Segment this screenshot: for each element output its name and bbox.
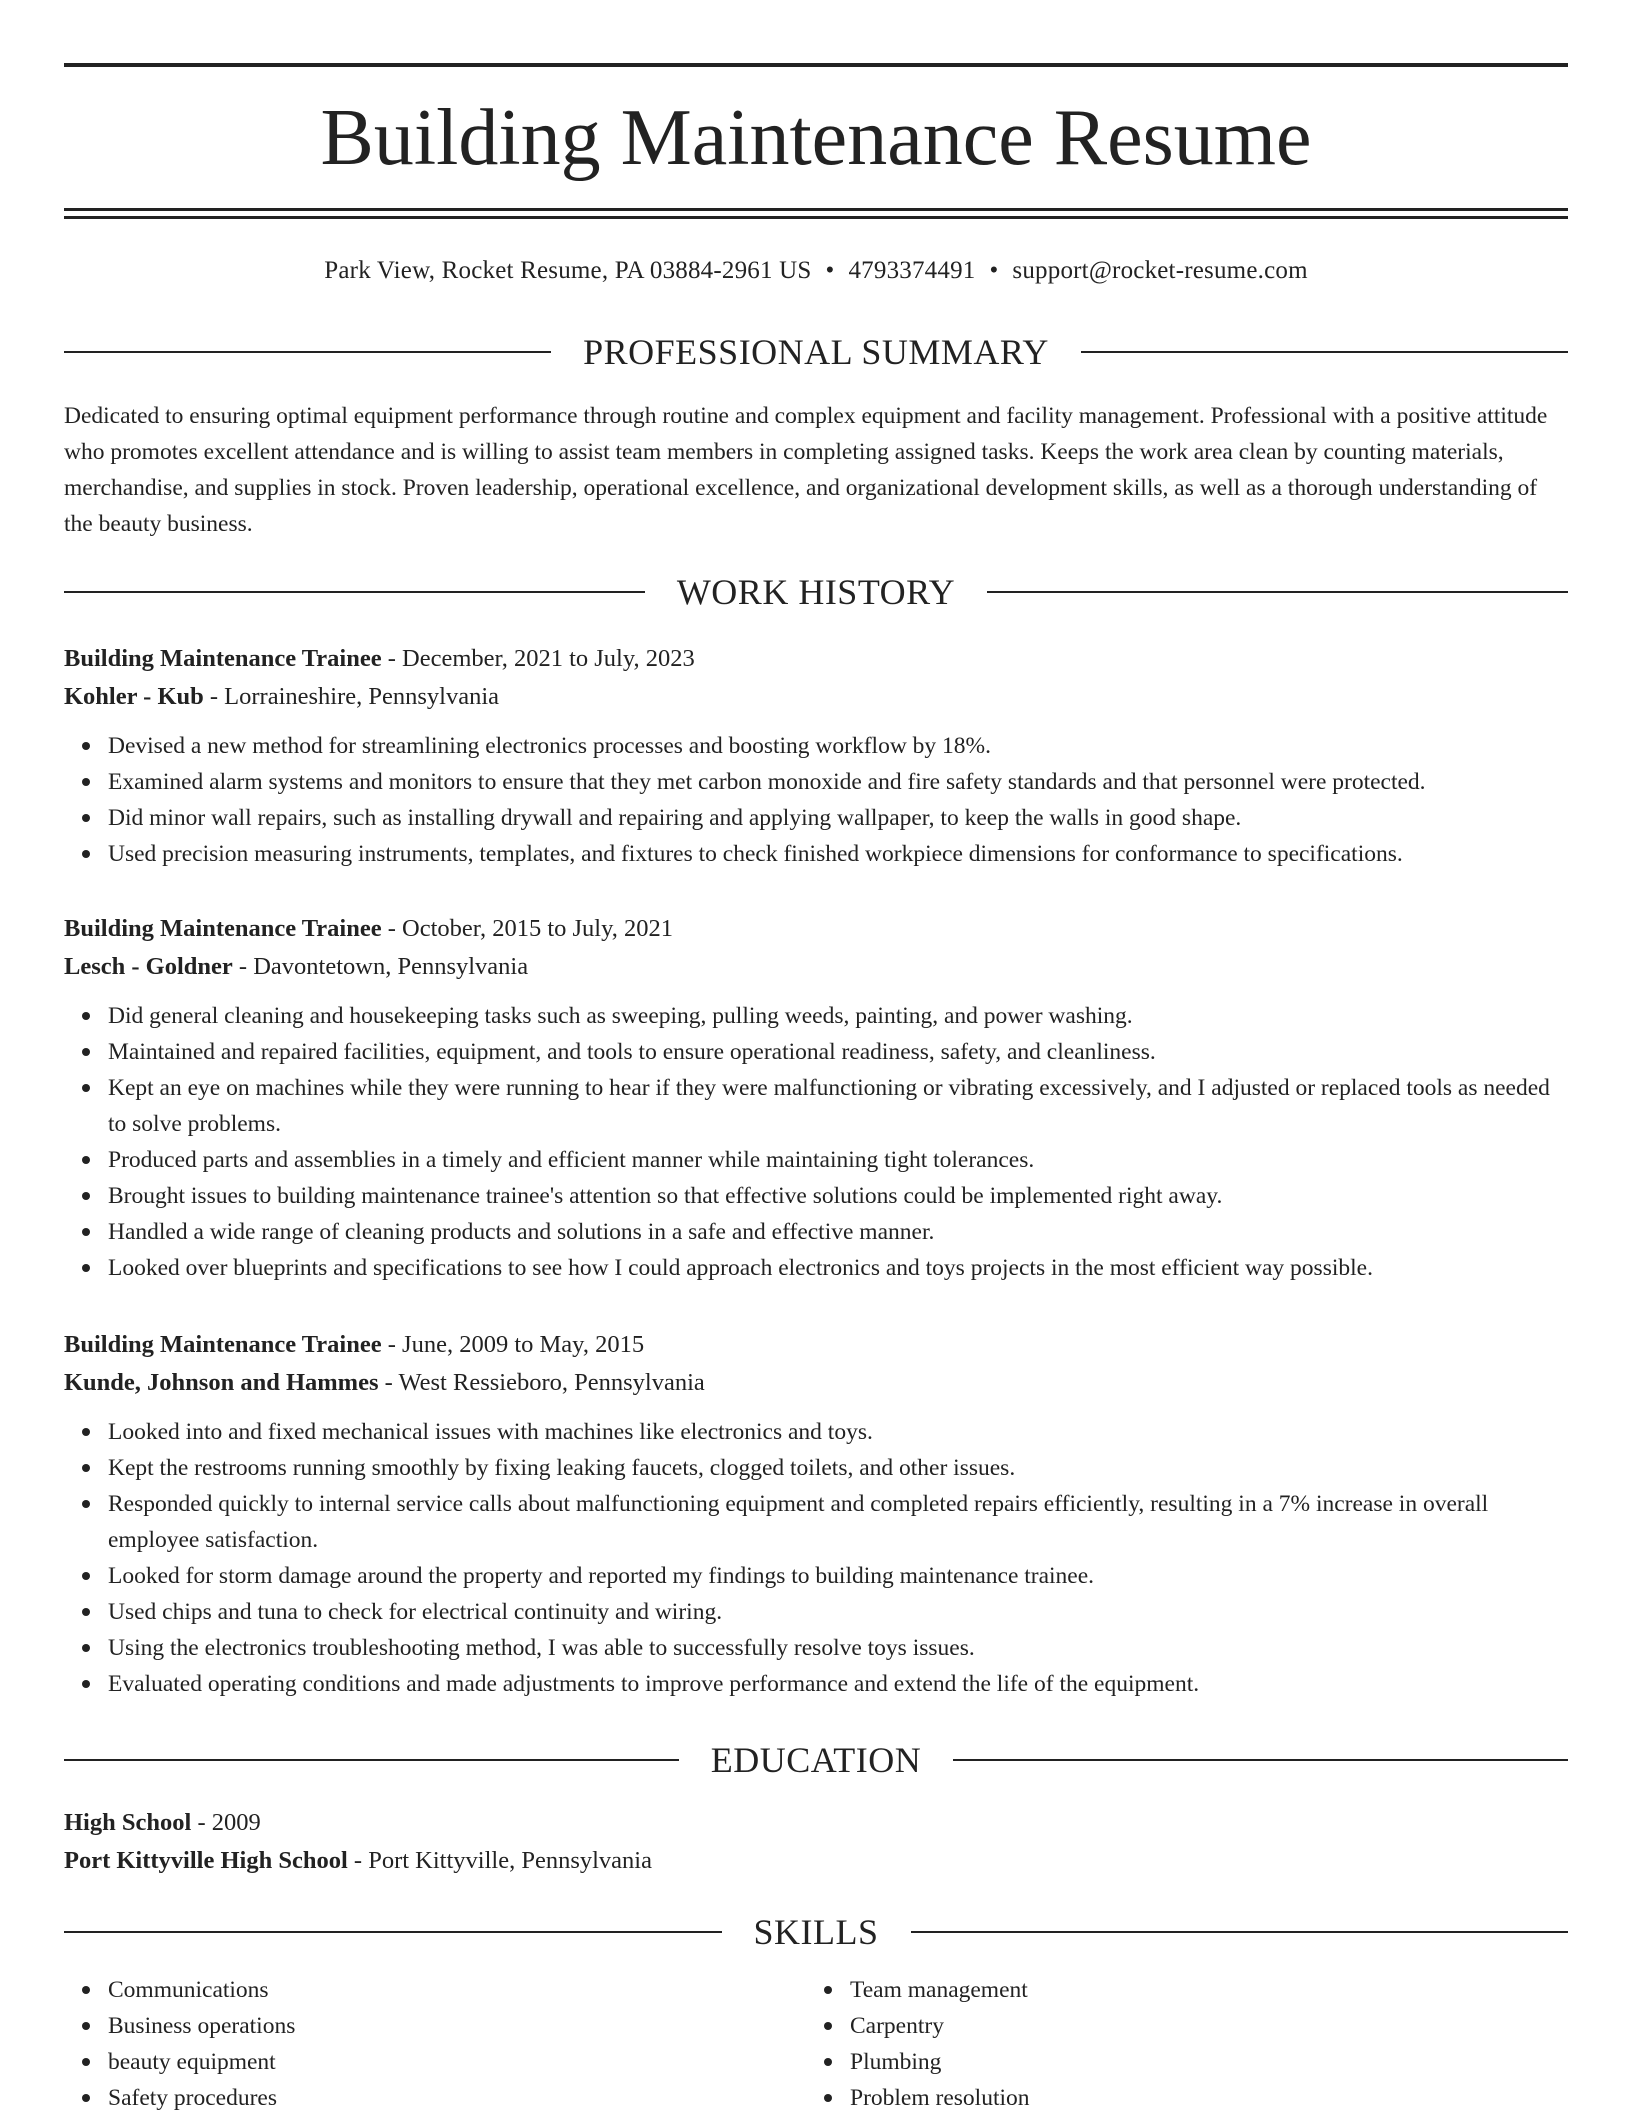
job-entry: [64, 910, 1568, 1286]
job-title: Building Maintenance Trainee: [64, 1331, 382, 1358]
skill-item: Problem resolution: [850, 2080, 1548, 2116]
job-dates: - June, 2009 to May, 2015: [381, 1331, 645, 1358]
heading-rule-left: [64, 1931, 722, 1933]
job-entry: [64, 1326, 1568, 1702]
skills-list: [64, 1972, 1568, 2116]
education-degree-line: [64, 1804, 1568, 1842]
job-bullet: Devised a new method for streamlining electronics processes and boosting workflow by 18%.: [108, 728, 1568, 764]
job-bullet: Evaluated operating conditions and made adjustments to improve performance and extend the life of the equipment.: [108, 1666, 1568, 1702]
education-heading-text: EDUCATION: [710, 1740, 922, 1780]
job-dates: - October, 2015 to July, 2021: [381, 915, 674, 942]
job-company: Kunde, Johnson and Hammes: [64, 1369, 379, 1396]
job-company: Lesch - Goldner: [64, 953, 233, 980]
job-title-line: [64, 1326, 1568, 1364]
contact-address: Park View, Rocket Resume, PA 03884-2961 US: [324, 257, 812, 284]
skills-column-left: [64, 1972, 806, 2116]
education-school: Port Kittyville High School: [64, 1847, 348, 1874]
education-heading: [64, 1738, 1568, 1782]
title-rule-lower: [64, 216, 1568, 219]
job-bullet: Using the electronics troubleshooting method, I was able to successfully resolve toys issues.: [108, 1630, 1568, 1666]
job-bullet: Handled a wide range of cleaning products and solutions in a safe and effective manner.: [108, 1214, 1568, 1250]
job-location: - Davontetown, Pennsylvania: [232, 953, 529, 980]
heading-rule-right: [911, 1931, 1569, 1933]
work-history-heading: [64, 570, 1568, 614]
heading-rule-left: [64, 1759, 679, 1761]
education-year: - 2009: [191, 1809, 261, 1836]
summary-heading: [64, 330, 1568, 374]
job-title-line: [64, 640, 1568, 678]
skill-item: Communications: [108, 1972, 806, 2008]
job-bullets: [64, 728, 1568, 872]
job-location: - Lorraineshire, Pennsylvania: [203, 683, 500, 710]
contact-email: support@rocket-resume.com: [1012, 257, 1308, 284]
work-history-heading-text: WORK HISTORY: [676, 572, 956, 612]
skills-heading: [64, 1910, 1568, 1954]
summary-text: Dedicated to ensuring optimal equipment performance through routine and complex equipment and facility management. Professional with a positive attitude who promotes excellent attendance and is willing to assist team members in completing assigned tasks. Keeps the work area clean by counting materials, merchandise, and supplies in stock. Proven leadership, operational excellence, and organizational development skills, as well as a thorough understanding of the beauty business.: [64, 403, 1548, 537]
job-bullets: [64, 998, 1568, 1286]
job-company: Kohler - Kub: [64, 683, 204, 710]
skill-item: Business operations: [108, 2008, 806, 2044]
resume-title: Building Maintenance Resume: [320, 94, 1312, 182]
job-bullet: Used precision measuring instruments, templates, and fixtures to check finished workpiece dimensions for conformance to specifications.: [108, 836, 1568, 872]
job-bullet: Produced parts and assemblies in a timely and efficient manner while maintaining tight tolerances.: [108, 1142, 1568, 1178]
job-bullet: Looked for storm damage around the property and reported my findings to building maintenance trainee.: [108, 1558, 1568, 1594]
skill-item: Team management: [850, 1972, 1548, 2008]
education-school-line: [64, 1842, 1568, 1880]
education-entry: [64, 1804, 1568, 1880]
title-rule-upper: [64, 208, 1568, 211]
job-title: Building Maintenance Trainee: [64, 645, 382, 672]
skill-item: Carpentry: [850, 2008, 1548, 2044]
contact-separator: •: [989, 257, 999, 284]
job-location: - West Ressieboro, Pennsylvania: [378, 1369, 705, 1396]
heading-rule-right: [987, 591, 1568, 593]
job-title-line: [64, 910, 1568, 948]
skill-item: beauty equipment: [108, 2044, 806, 2080]
job-company-line: [64, 1364, 1568, 1402]
heading-rule-right: [953, 1759, 1568, 1761]
job-bullet: Examined alarm systems and monitors to ensure that they met carbon monoxide and fire safety standards and that personnel were protected.: [108, 764, 1568, 800]
job-company-line: [64, 678, 1568, 716]
job-bullet: Did general cleaning and housekeeping tasks such as sweeping, pulling weeds, painting, and power washing.: [108, 998, 1568, 1034]
contact-phone: 4793374491: [848, 257, 976, 284]
education-degree: High School: [64, 1809, 192, 1836]
summary-heading-text: PROFESSIONAL SUMMARY: [583, 332, 1049, 372]
heading-rule-right: [1081, 351, 1568, 353]
skill-item: Safety procedures: [108, 2080, 806, 2116]
skills-column-right: [806, 1972, 1548, 2116]
skill-item: Plumbing: [850, 2044, 1548, 2080]
job-company-line: [64, 948, 1568, 986]
job-bullet: Used chips and tuna to check for electrical continuity and wiring.: [108, 1594, 1568, 1630]
contact-separator: •: [825, 257, 835, 284]
job-bullets: [64, 1414, 1568, 1702]
job-title: Building Maintenance Trainee: [64, 915, 382, 942]
job-entry: [64, 640, 1568, 872]
heading-rule-left: [64, 351, 551, 353]
job-bullet: Kept the restrooms running smoothly by fixing leaking faucets, clogged toilets, and other issues.: [108, 1450, 1568, 1486]
job-bullet: Looked into and fixed mechanical issues with machines like electronics and toys.: [108, 1414, 1568, 1450]
job-bullet: Did minor wall repairs, such as installing drywall and repairing and applying wallpaper, to keep the walls in good shape.: [108, 800, 1568, 836]
top-rule: [64, 63, 1568, 67]
skills-heading-text: SKILLS: [753, 1912, 879, 1952]
heading-rule-left: [64, 591, 645, 593]
job-bullet: Kept an eye on machines while they were running to hear if they were malfunctioning or vibrating excessively, and I adjusted or replaced tools as needed to solve problems.: [108, 1070, 1568, 1142]
education-location: - Port Kittyville, Pennsylvania: [347, 1847, 652, 1874]
job-dates: - December, 2021 to July, 2023: [381, 645, 695, 672]
job-bullet: Maintained and repaired facilities, equipment, and tools to ensure operational readiness, safety, and cleanliness.: [108, 1034, 1568, 1070]
job-bullet: Responded quickly to internal service calls about malfunctioning equipment and completed repairs efficiently, resulting in a 7% increase in overall employee satisfaction.: [108, 1486, 1568, 1558]
job-bullet: Looked over blueprints and specifications to see how I could approach electronics and toys projects in the most efficient way possible.: [108, 1250, 1568, 1286]
contact-line: [64, 253, 1568, 289]
job-bullet: Brought issues to building maintenance trainee's attention so that effective solutions could be implemented right away.: [108, 1178, 1568, 1214]
